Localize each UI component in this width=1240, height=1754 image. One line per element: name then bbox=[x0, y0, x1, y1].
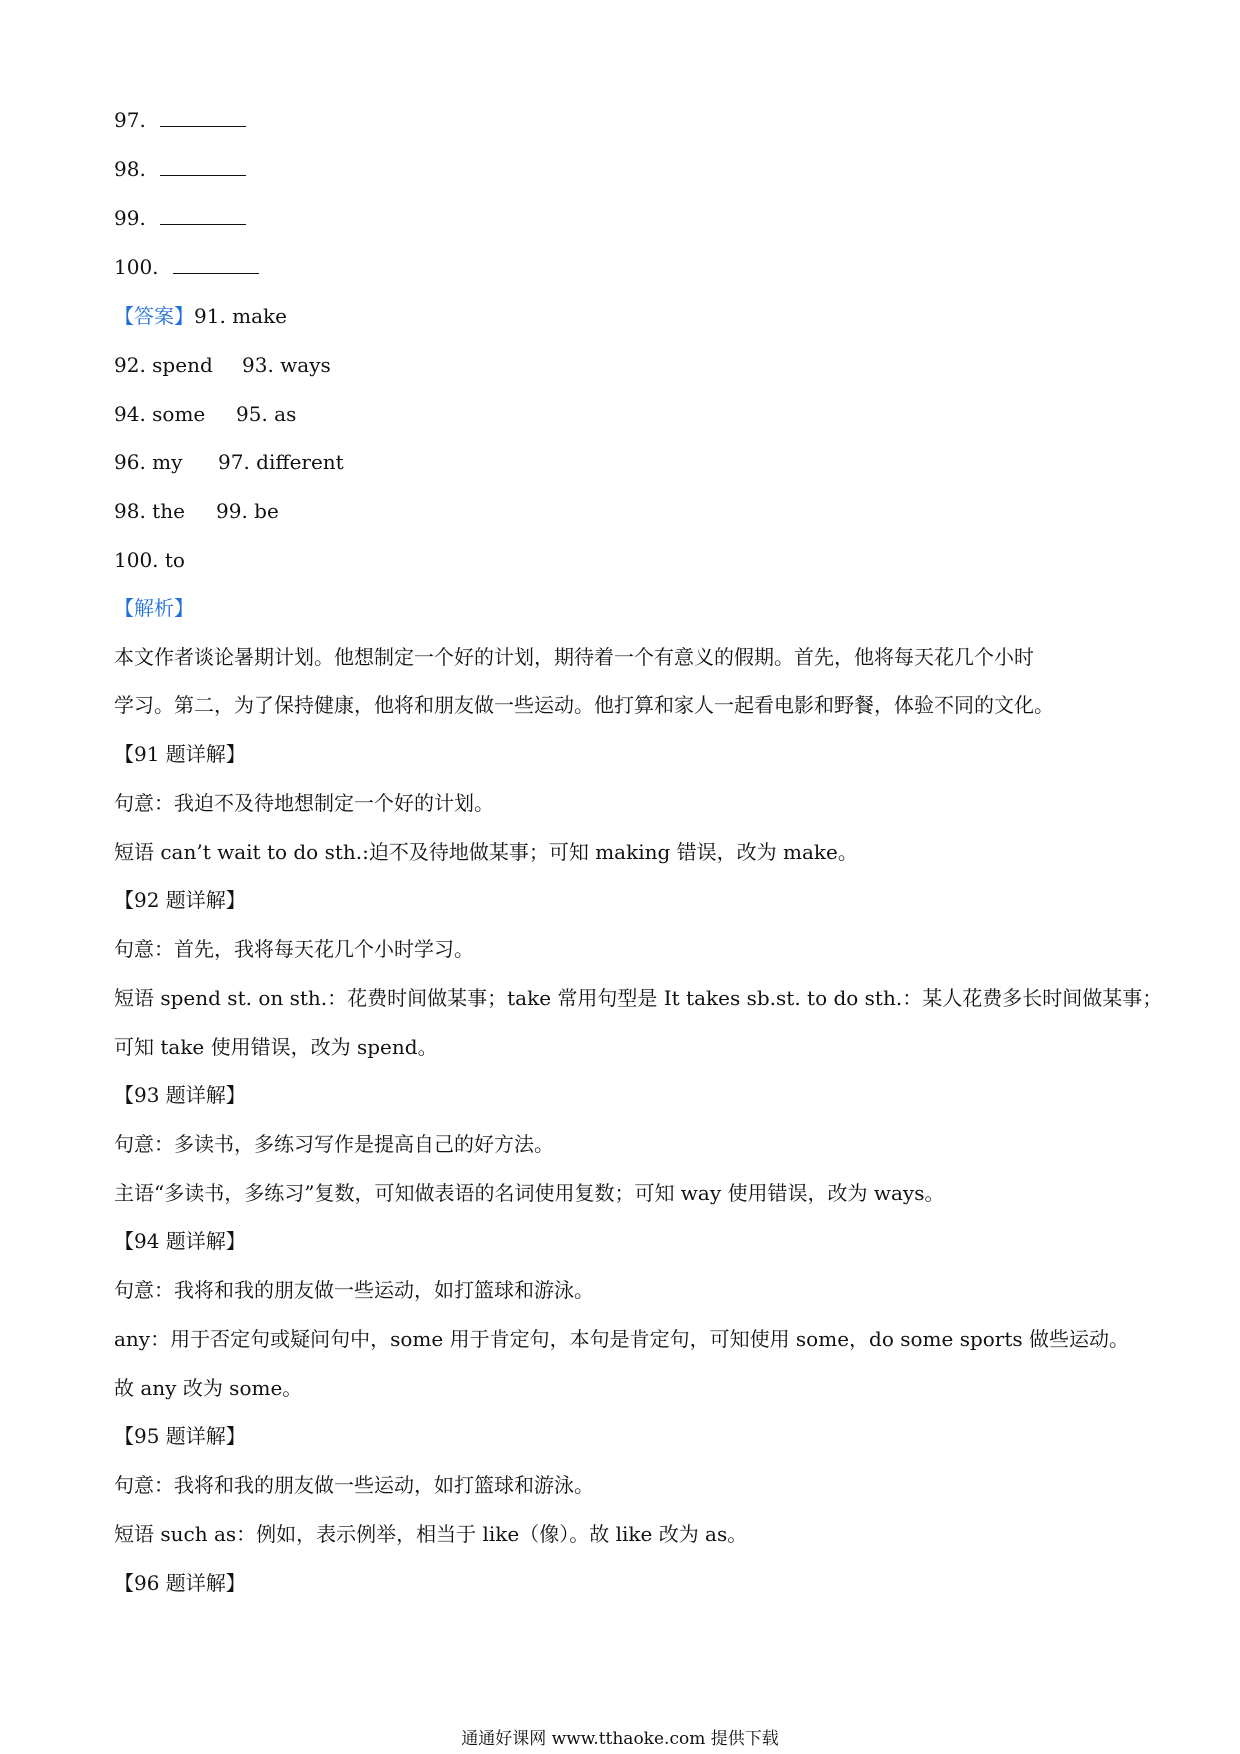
answer-header-line bbox=[114, 302, 287, 330]
answer-item: 100. to bbox=[114, 548, 185, 572]
blank-line-99 bbox=[114, 204, 246, 232]
answer-item: 98. the bbox=[114, 499, 185, 523]
analysis-summary-line: 本文作者谈论暑期计划。他想制定一个好的计划，期待着一个有意义的假期。首先，他将每天花几个小时 bbox=[114, 645, 1034, 669]
detail-line: 主语“多读书，多练习”复数，可知做表语的名词使用复数；可知 way 使用错误，改为 ways。 bbox=[114, 1181, 945, 1205]
analysis-label: 【解析】 bbox=[114, 596, 194, 620]
detail-title-96: 【96 题详解】 bbox=[114, 1571, 246, 1595]
answer-row bbox=[114, 497, 279, 525]
detail-line: 句意：首先，我将每天花几个小时学习。 bbox=[114, 937, 474, 961]
answer-blank bbox=[160, 108, 246, 127]
detail-title-95: 【95 题详解】 bbox=[114, 1424, 246, 1448]
answer-item: 96. my bbox=[114, 450, 183, 474]
blank-line-98 bbox=[114, 155, 246, 183]
answer-item: 95. as bbox=[236, 402, 297, 426]
detail-line: 故 any 改为 some。 bbox=[114, 1376, 303, 1400]
answer-item: 93. ways bbox=[242, 353, 331, 377]
answer-item: 99. be bbox=[216, 499, 279, 523]
answer-row bbox=[114, 351, 331, 379]
detail-line: 短语 can’t wait to do sth.:迫不及待地做某事；可知 making 错误，改为 make。 bbox=[114, 840, 858, 864]
blank-line-97 bbox=[114, 106, 246, 134]
detail-line: 短语 such as：例如，表示例举，相当于 like（像）。故 like 改为 as。 bbox=[114, 1522, 748, 1546]
detail-line: any：用于否定句或疑问句中，some 用于肯定句，本句是肯定句，可知使用 some，do some sports 做些运动。 bbox=[114, 1327, 1130, 1351]
question-number: 98. bbox=[114, 157, 146, 181]
answer-item: 94. some bbox=[114, 402, 206, 426]
analysis-header-line bbox=[114, 594, 194, 622]
analysis-summary-line: 学习。第二，为了保持健康，他将和朋友做一些运动。他打算和家人一起看电影和野餐，体验不同的文化。 bbox=[114, 693, 1054, 717]
answer-row bbox=[114, 448, 344, 476]
answer-row bbox=[114, 546, 185, 574]
blank-line-100 bbox=[114, 253, 259, 281]
detail-line: 句意：我将和我的朋友做一些运动，如打篮球和游泳。 bbox=[114, 1473, 594, 1497]
answer-blank bbox=[160, 157, 246, 176]
answer-item: 92. spend bbox=[114, 353, 213, 377]
answer-item: 91. make bbox=[194, 304, 288, 328]
detail-title-92: 【92 题详解】 bbox=[114, 888, 246, 912]
detail-line: 短语 spend st. on sth.：花费时间做某事；take 常用句型是 It takes sb.st. to do sth.：某人花费多长时间做某事； bbox=[114, 986, 1163, 1010]
question-number: 100. bbox=[114, 255, 159, 279]
detail-line: 句意：我将和我的朋友做一些运动，如打篮球和游泳。 bbox=[114, 1278, 594, 1302]
answer-row bbox=[114, 400, 296, 428]
detail-line: 可知 take 使用错误，改为 spend。 bbox=[114, 1035, 438, 1059]
detail-line: 句意：多读书，多练习写作是提高自己的好方法。 bbox=[114, 1132, 554, 1156]
question-number: 97. bbox=[114, 108, 146, 132]
detail-line: 句意：我迫不及待地想制定一个好的计划。 bbox=[114, 791, 494, 815]
answer-blank bbox=[173, 255, 259, 274]
page-footer: 通通好课网 www.tthaoke.com 提供下载 bbox=[461, 1729, 779, 1749]
question-number: 99. bbox=[114, 206, 146, 230]
detail-title-91: 【91 题详解】 bbox=[114, 742, 246, 766]
detail-title-94: 【94 题详解】 bbox=[114, 1229, 246, 1253]
answer-item: 97. different bbox=[218, 450, 344, 474]
answer-label: 【答案】 bbox=[114, 304, 194, 328]
detail-title-93: 【93 题详解】 bbox=[114, 1083, 246, 1107]
answer-blank bbox=[160, 206, 246, 225]
